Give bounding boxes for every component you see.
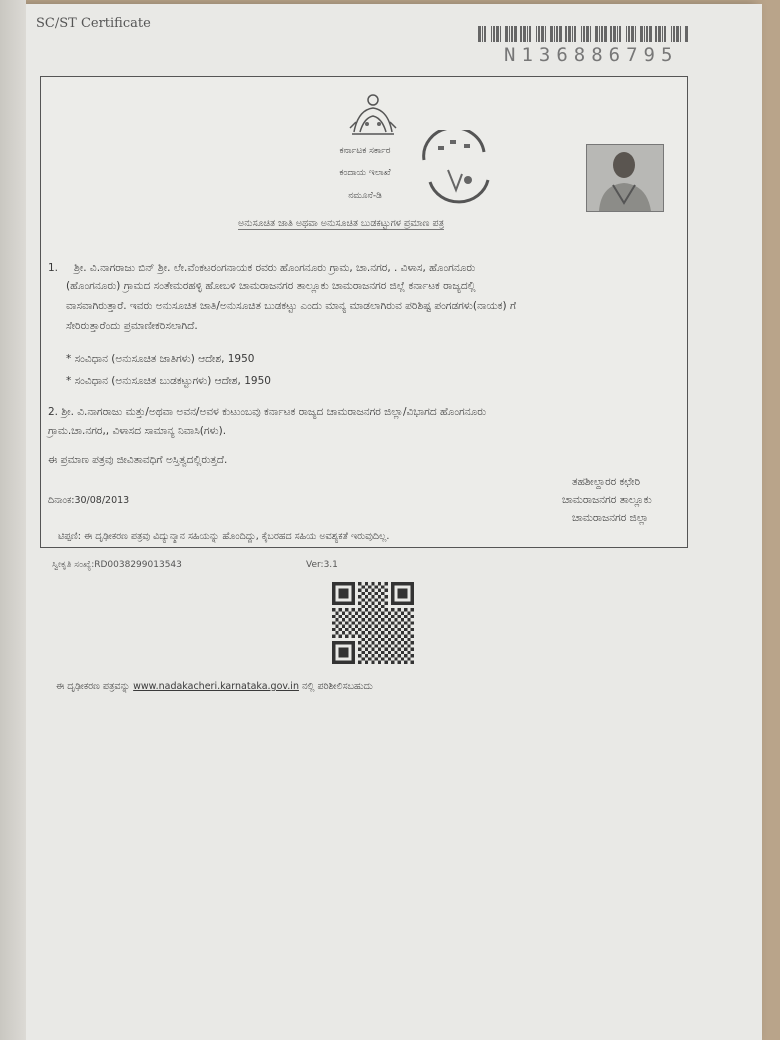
page-binding-edge <box>0 0 26 1040</box>
barcode-bar <box>595 26 598 42</box>
barcode-bar <box>550 26 553 42</box>
barcode-bar <box>613 26 616 42</box>
barcode-bar <box>529 26 531 42</box>
barcode-bar <box>586 26 589 42</box>
nadakacheri-logo-icon <box>418 130 490 206</box>
barcode-bar <box>617 26 618 42</box>
barcode-bar <box>478 26 481 42</box>
barcode-bar <box>581 26 582 42</box>
barcode-bar <box>536 26 537 42</box>
barcode-bar <box>523 26 526 42</box>
barcode-bar <box>545 26 546 42</box>
barcode-bar <box>610 26 612 42</box>
barcode-bar <box>626 26 627 42</box>
barcode-bar <box>505 26 508 42</box>
barcode-bar <box>554 26 555 42</box>
verification-line <box>56 676 373 697</box>
barcode-bar <box>568 26 571 42</box>
order-item: * ಸಂವಿಧಾನ (ಅನುಸೂಚಿತ ಬುಡಕಟ್ಟುಗಳು) ಆದೇಶ, 1950 <box>66 375 271 387</box>
barcode-bar <box>644 26 645 42</box>
barcode-bar <box>500 26 501 42</box>
barcode-bar <box>559 26 562 42</box>
barcode-bar <box>671 26 672 42</box>
barcode-bar <box>583 26 585 42</box>
barcode-bar <box>635 26 636 42</box>
barcode-bar <box>520 26 522 42</box>
issue-date: ದಿನಾಂಕ:30/08/2013 <box>48 495 130 506</box>
office-line2: ಚಾಮರಾಜನಗರ ತಾಲ್ಲೂಕು <box>562 494 652 506</box>
barcode-bar <box>601 26 603 42</box>
para1-line4: ಸೇರಿರುತ್ತಾರೆಂದು ಪ್ರಮಾಣೀಕರಿಸಲಾಗಿದೆ. <box>66 320 198 332</box>
barcode-bar <box>572 26 573 42</box>
barcode-bar <box>649 26 652 42</box>
barcode-bar <box>673 26 675 42</box>
barcode-bar <box>482 26 483 42</box>
barcode-bar <box>511 26 513 42</box>
barcode-bar <box>680 26 681 42</box>
barcode-bar <box>664 26 666 42</box>
signature-note: ಟಿಪ್ಪಣಿ: ಈ ದೃಢೀಕರಣ ಪತ್ರವು ವಿದ್ಯುನ್ಮಾನ ಸಹಿಯನ್ನು ಹೊಂದಿದ್ದು, ಕೈಬರಹದ ಸಹಿಯ ಅವಶ್ಯಕತೆ ಇರುವುದಿಲ್ಲ. <box>58 531 390 542</box>
barcode-bar <box>493 26 495 42</box>
barcode-bar <box>538 26 540 42</box>
certificate-title: ಅನುಸೂಚಿತ ಜಾತಿ ಅಥವಾ ಅನುಸೂಚಿತ ಬುಡಕಟ್ಟುಗಳ ಪ್ರಮಾಣ ಪತ್ರ <box>238 218 445 229</box>
barcode-bar <box>628 26 630 42</box>
barcode-bar <box>604 26 607 42</box>
barcode-bar <box>574 26 576 42</box>
version-label: Ver:3.1 <box>306 560 338 570</box>
office-line3: ಚಾಮರಾಜನಗರ ಜಿಲ್ಲಾ <box>572 512 649 524</box>
para1-line3: ವಾಸವಾಗಿರುತ್ತಾರೆ. ಇವರು ಅನುಸೂಚಿತ ಜಾತಿ/ಅನುಸೂಚಿತ ಬುಡಕಟ್ಟು ಎಂದು ಮಾನ್ಯ ಮಾಡಲಾಗಿರುವ ಪರಿಶಿಷ್ಟ ಪಂಗಡಗಳು(ನಾಯಕ) ಗೆ <box>66 300 517 312</box>
barcode-bar <box>556 26 558 42</box>
para2-line1: 2. ಶ್ರೀ. ವಿ.ನಾಗರಾಜು ಮತ್ತು/ಅಥವಾ ಅವನ/ಅವಳ ಕುಟುಂಬವು ಕರ್ನಾಟಕ ರಾಜ್ಯದ ಚಾಮರಾಜನಗರ ಜಿಲ್ಲಾ/ವಿಭಾಗದ ಹೊಂಗನೂರು <box>48 406 487 418</box>
gov-header-line1: ಕರ್ನಾಟಕ ಸರ್ಕಾರ <box>339 146 391 156</box>
barcode <box>478 26 728 42</box>
serial-block <box>478 26 728 66</box>
document-header-label: SC/ST Certificate <box>36 16 151 31</box>
para1-number: 1. <box>48 262 59 274</box>
barcode-bar <box>541 26 544 42</box>
barcode-bar <box>509 26 510 42</box>
barcode-bar <box>631 26 634 42</box>
barcode-bar <box>496 26 499 42</box>
order-item: * ಸಂವಿಧಾನ (ಅನುಸೂಚಿತ ಜಾತಿಗಳು) ಆದೇಶ, 1950 <box>66 353 255 365</box>
qr-code <box>332 582 414 664</box>
barcode-bar <box>514 26 517 42</box>
barcode-bar <box>646 26 648 42</box>
applicant-photo <box>586 144 664 212</box>
acknowledgement-number: ಸ್ವೀಕೃತಿ ಸಂಖ್ಯೆ:RD0038299013543 <box>52 560 182 570</box>
barcode-bar <box>619 26 621 42</box>
barcode-bar <box>662 26 663 42</box>
barcode-bar <box>491 26 492 42</box>
validity-statement: ಈ ಪ್ರಮಾಣ ಪತ್ರವು ಜೀವಿತಾವಧಿಗೆ ಅಸ್ತಿತ್ವದಲ್ಲಿರುತ್ತದೆ. <box>48 454 228 466</box>
para1-line1: ಶ್ರೀ. ವಿ.ನಾಗರಾಜು ಬಿನ್ ಶ್ರೀ. ಲೇ.ವೆಂಕಟರಂಗನಾಯಕ ರವರು ಹೊಂಗನೂರು ಗ್ರಾಮ, ಚಾ.ನಗರ, . ವಿಳಾಸ, ಹೊಂಗನೂರು <box>74 262 476 274</box>
barcode-bar <box>655 26 657 42</box>
serial-number: N136886795 <box>504 44 679 66</box>
gov-header-line2: ಕಂದಾಯ ಇಲಾಖೆ <box>339 168 391 178</box>
barcode-bar <box>527 26 528 42</box>
state-emblem-icon <box>346 92 400 140</box>
barcode-bar <box>590 26 591 42</box>
barcode-bar <box>565 26 567 42</box>
para2-line2: ಗ್ರಾಮ.ಚಾ.ನಗರ,, ವಿಳಾಸದ ಸಾಮಾನ್ಯ ನಿವಾಸಿ(ಗಳು). <box>48 425 227 437</box>
barcode-bar <box>685 26 688 42</box>
verification-link[interactable]: www.nadakacheri.karnataka.gov.in <box>133 681 299 692</box>
verify-suffix: ನಲ್ಲಿ ಪರಿಶೀಲಿಸಬಹುದು <box>302 681 373 692</box>
barcode-bar <box>676 26 679 42</box>
barcode-bar <box>599 26 600 42</box>
barcode-bar <box>658 26 661 42</box>
gov-header-line3: ನಮೂನೆ-ಡಿ <box>348 191 382 201</box>
barcode-bar <box>640 26 643 42</box>
para1-line2: (ಹೊಂಗನೂರು) ಗ್ರಾಮದ ಸಂತೇಮರಹಳ್ಳಿ ಹೋಬಳಿ ಚಾಮರಾಜನಗರ ತಾಲ್ಲೂಕು ಚಾಮರಾಜನಗರ ಜಿಲ್ಲೆ ಕರ್ನಾಟಕ ರಾಜ್ಯದಲ್ಲಿ <box>66 280 476 292</box>
office-line1: ತಹಶೀಲ್ದಾರರ ಕಛೇರಿ <box>572 476 641 488</box>
verify-prefix: ಈ ದೃಢೀಕರಣ ಪತ್ರವನ್ನು <box>56 681 131 692</box>
barcode-bar <box>484 26 486 42</box>
